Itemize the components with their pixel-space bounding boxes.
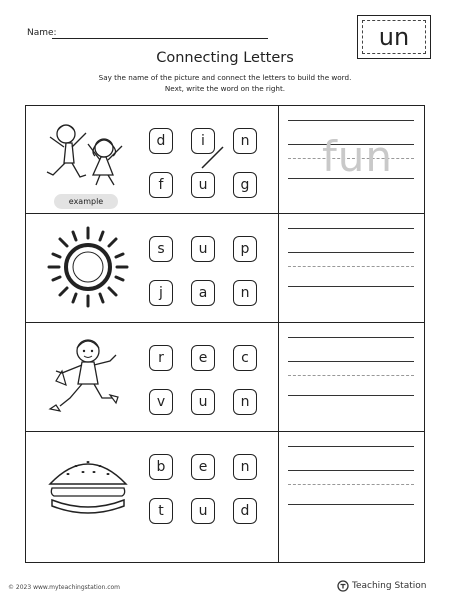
letter-tile[interactable]: f [149, 172, 173, 198]
letter-tile[interactable]: d [233, 498, 257, 524]
letter-tile[interactable]: n [233, 128, 257, 154]
writing-line [288, 228, 414, 229]
writing-line [288, 395, 414, 396]
writing-line [288, 252, 414, 253]
name-line[interactable] [52, 38, 268, 39]
letter-tile[interactable]: g [233, 172, 257, 198]
instruction-line-2: Next, write the word on the right. [164, 84, 286, 93]
letter-tile[interactable]: j [149, 280, 173, 306]
writing-line [288, 361, 414, 362]
boy-running-icon [38, 331, 138, 421]
worksheet-grid [25, 105, 425, 563]
sun-icon [38, 224, 138, 310]
exercise-row [26, 106, 424, 213]
writing-line [288, 504, 414, 505]
writing-line [288, 446, 414, 447]
name-label: Name: [27, 28, 57, 38]
letter-tile[interactable]: u [191, 172, 215, 198]
letter-tile[interactable]: e [191, 454, 215, 480]
letter-tile[interactable]: u [191, 498, 215, 524]
writing-line-dashed [288, 375, 414, 376]
letter-tile[interactable]: p [233, 236, 257, 262]
writing-line [288, 286, 414, 287]
letter-tile[interactable]: i [191, 128, 215, 154]
letter-tile[interactable]: t [149, 498, 173, 524]
letter-tile[interactable]: b [149, 454, 173, 480]
writing-line [288, 120, 414, 121]
letter-tile[interactable]: d [149, 128, 173, 154]
letter-tile[interactable]: v [149, 389, 173, 415]
exercise-row [26, 214, 424, 321]
brand-name: Teaching Station [352, 581, 427, 591]
brand-logo [337, 580, 426, 592]
letter-tile[interactable]: a [191, 280, 215, 306]
writing-line-dashed [288, 266, 414, 267]
word-family-label: un [362, 20, 426, 54]
bun-icon [38, 444, 138, 524]
letter-tile[interactable]: c [233, 345, 257, 371]
letter-tile[interactable]: n [233, 280, 257, 306]
writing-line [288, 337, 414, 338]
copyright-text: © 2023 www.myteachingstation.com [8, 584, 121, 591]
letter-tile[interactable]: u [191, 236, 215, 262]
writing-line-dashed [288, 484, 414, 485]
letter-tile[interactable]: s [149, 236, 173, 262]
example-badge: example [54, 194, 118, 209]
page-title: Connecting Letters [156, 50, 294, 66]
instruction-line-1: Say the name of the picture and connect the letters to build the word. [98, 73, 352, 82]
teaching-station-icon [337, 580, 349, 592]
letter-tile[interactable]: e [191, 345, 215, 371]
exercise-row [26, 323, 424, 430]
writing-line [288, 470, 414, 471]
letter-tile[interactable]: n [233, 454, 257, 480]
letter-tile[interactable]: r [149, 345, 173, 371]
exercise-row [26, 432, 424, 539]
letter-tile[interactable]: n [233, 389, 257, 415]
traced-word: fun [322, 132, 394, 181]
letter-tile[interactable]: u [191, 389, 215, 415]
